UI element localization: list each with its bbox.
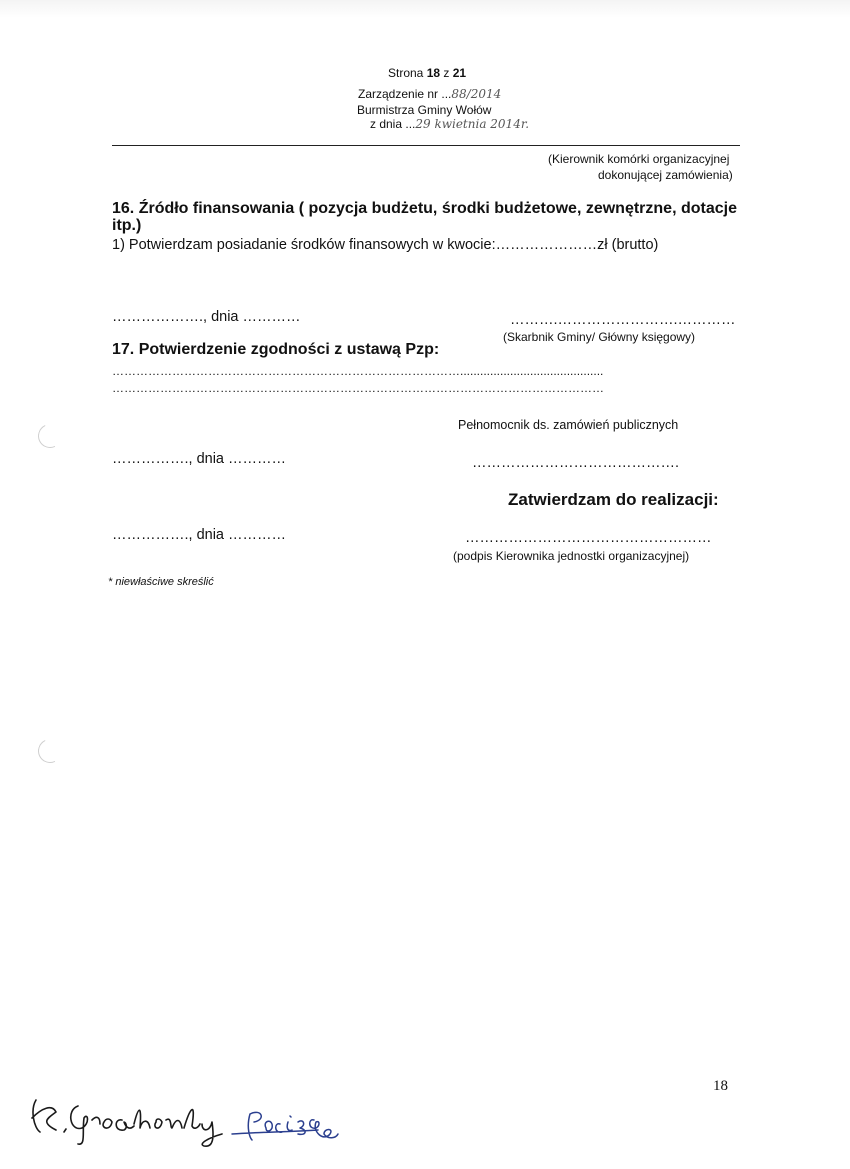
section16-place-date: ………………., dnia ………… bbox=[112, 309, 301, 325]
section16-title-line1: 16. Źródło finansowania ( pozycja budżetu, środki budżetowe, zewnętrzne, dotacje bbox=[112, 200, 737, 217]
section16-title-line2: itp.) bbox=[112, 217, 142, 234]
funds-confirmation: 1) Potwierdzam posiadanie środków finansowych w kwocie:…………………zł (brutto) bbox=[112, 237, 659, 253]
section17-line1: ……………………………………………………………………………........................................... bbox=[112, 364, 604, 378]
footnote: * niewłaściwe skreślić bbox=[108, 576, 214, 588]
manager-note-line1: (Kierownik komórki organizacyjnej bbox=[548, 152, 730, 166]
order-number-handwritten: 88/2014 bbox=[451, 87, 502, 101]
header-divider bbox=[112, 145, 740, 146]
approval-title: Zatwierdzam do realizacji: bbox=[508, 490, 719, 509]
order-date-handwritten: 29 kwietnia 2014r. bbox=[415, 117, 530, 131]
section17-place-date: ……………., dnia ………… bbox=[112, 451, 287, 467]
treasurer-label: (Skarbnik Gminy/ Główny księgowy) bbox=[503, 330, 696, 344]
punch-hole-mark bbox=[35, 736, 66, 767]
issuer: Burmistrza Gminy Wołów bbox=[357, 103, 492, 117]
section17-signature-line: ……………………………………. bbox=[472, 455, 680, 471]
page-number: 18 bbox=[713, 1078, 728, 1094]
unit-head-label: (podpis Kierownika jednostki organizacyjnej) bbox=[453, 549, 690, 563]
page-counter: Strona 18 z 21 bbox=[388, 66, 467, 80]
section17-line2: …………………………………………………………………………………………………………… bbox=[112, 381, 604, 395]
approval-place-date: ……………., dnia ………… bbox=[112, 527, 287, 543]
handwritten-signature-blue bbox=[228, 1098, 358, 1148]
order-date: z dnia ...29 kwietnia 2014r. bbox=[370, 117, 530, 131]
procurement-proxy-label: Pełnomocnik ds. zamówień publicznych bbox=[458, 418, 679, 432]
section16-signature-line: ……….…………………….………… bbox=[510, 312, 736, 328]
order-number: Zarządzenie nr ...88/2014 bbox=[358, 87, 502, 101]
scan-top-edge bbox=[0, 0, 850, 18]
approval-signature-line: …………………………………………… bbox=[465, 530, 712, 546]
punch-hole-mark bbox=[35, 421, 66, 452]
section17-title: 17. Potwierdzenie zgodności z ustawą Pzp: bbox=[112, 341, 440, 358]
manager-note-line2: dokonującej zamówienia) bbox=[598, 168, 733, 182]
